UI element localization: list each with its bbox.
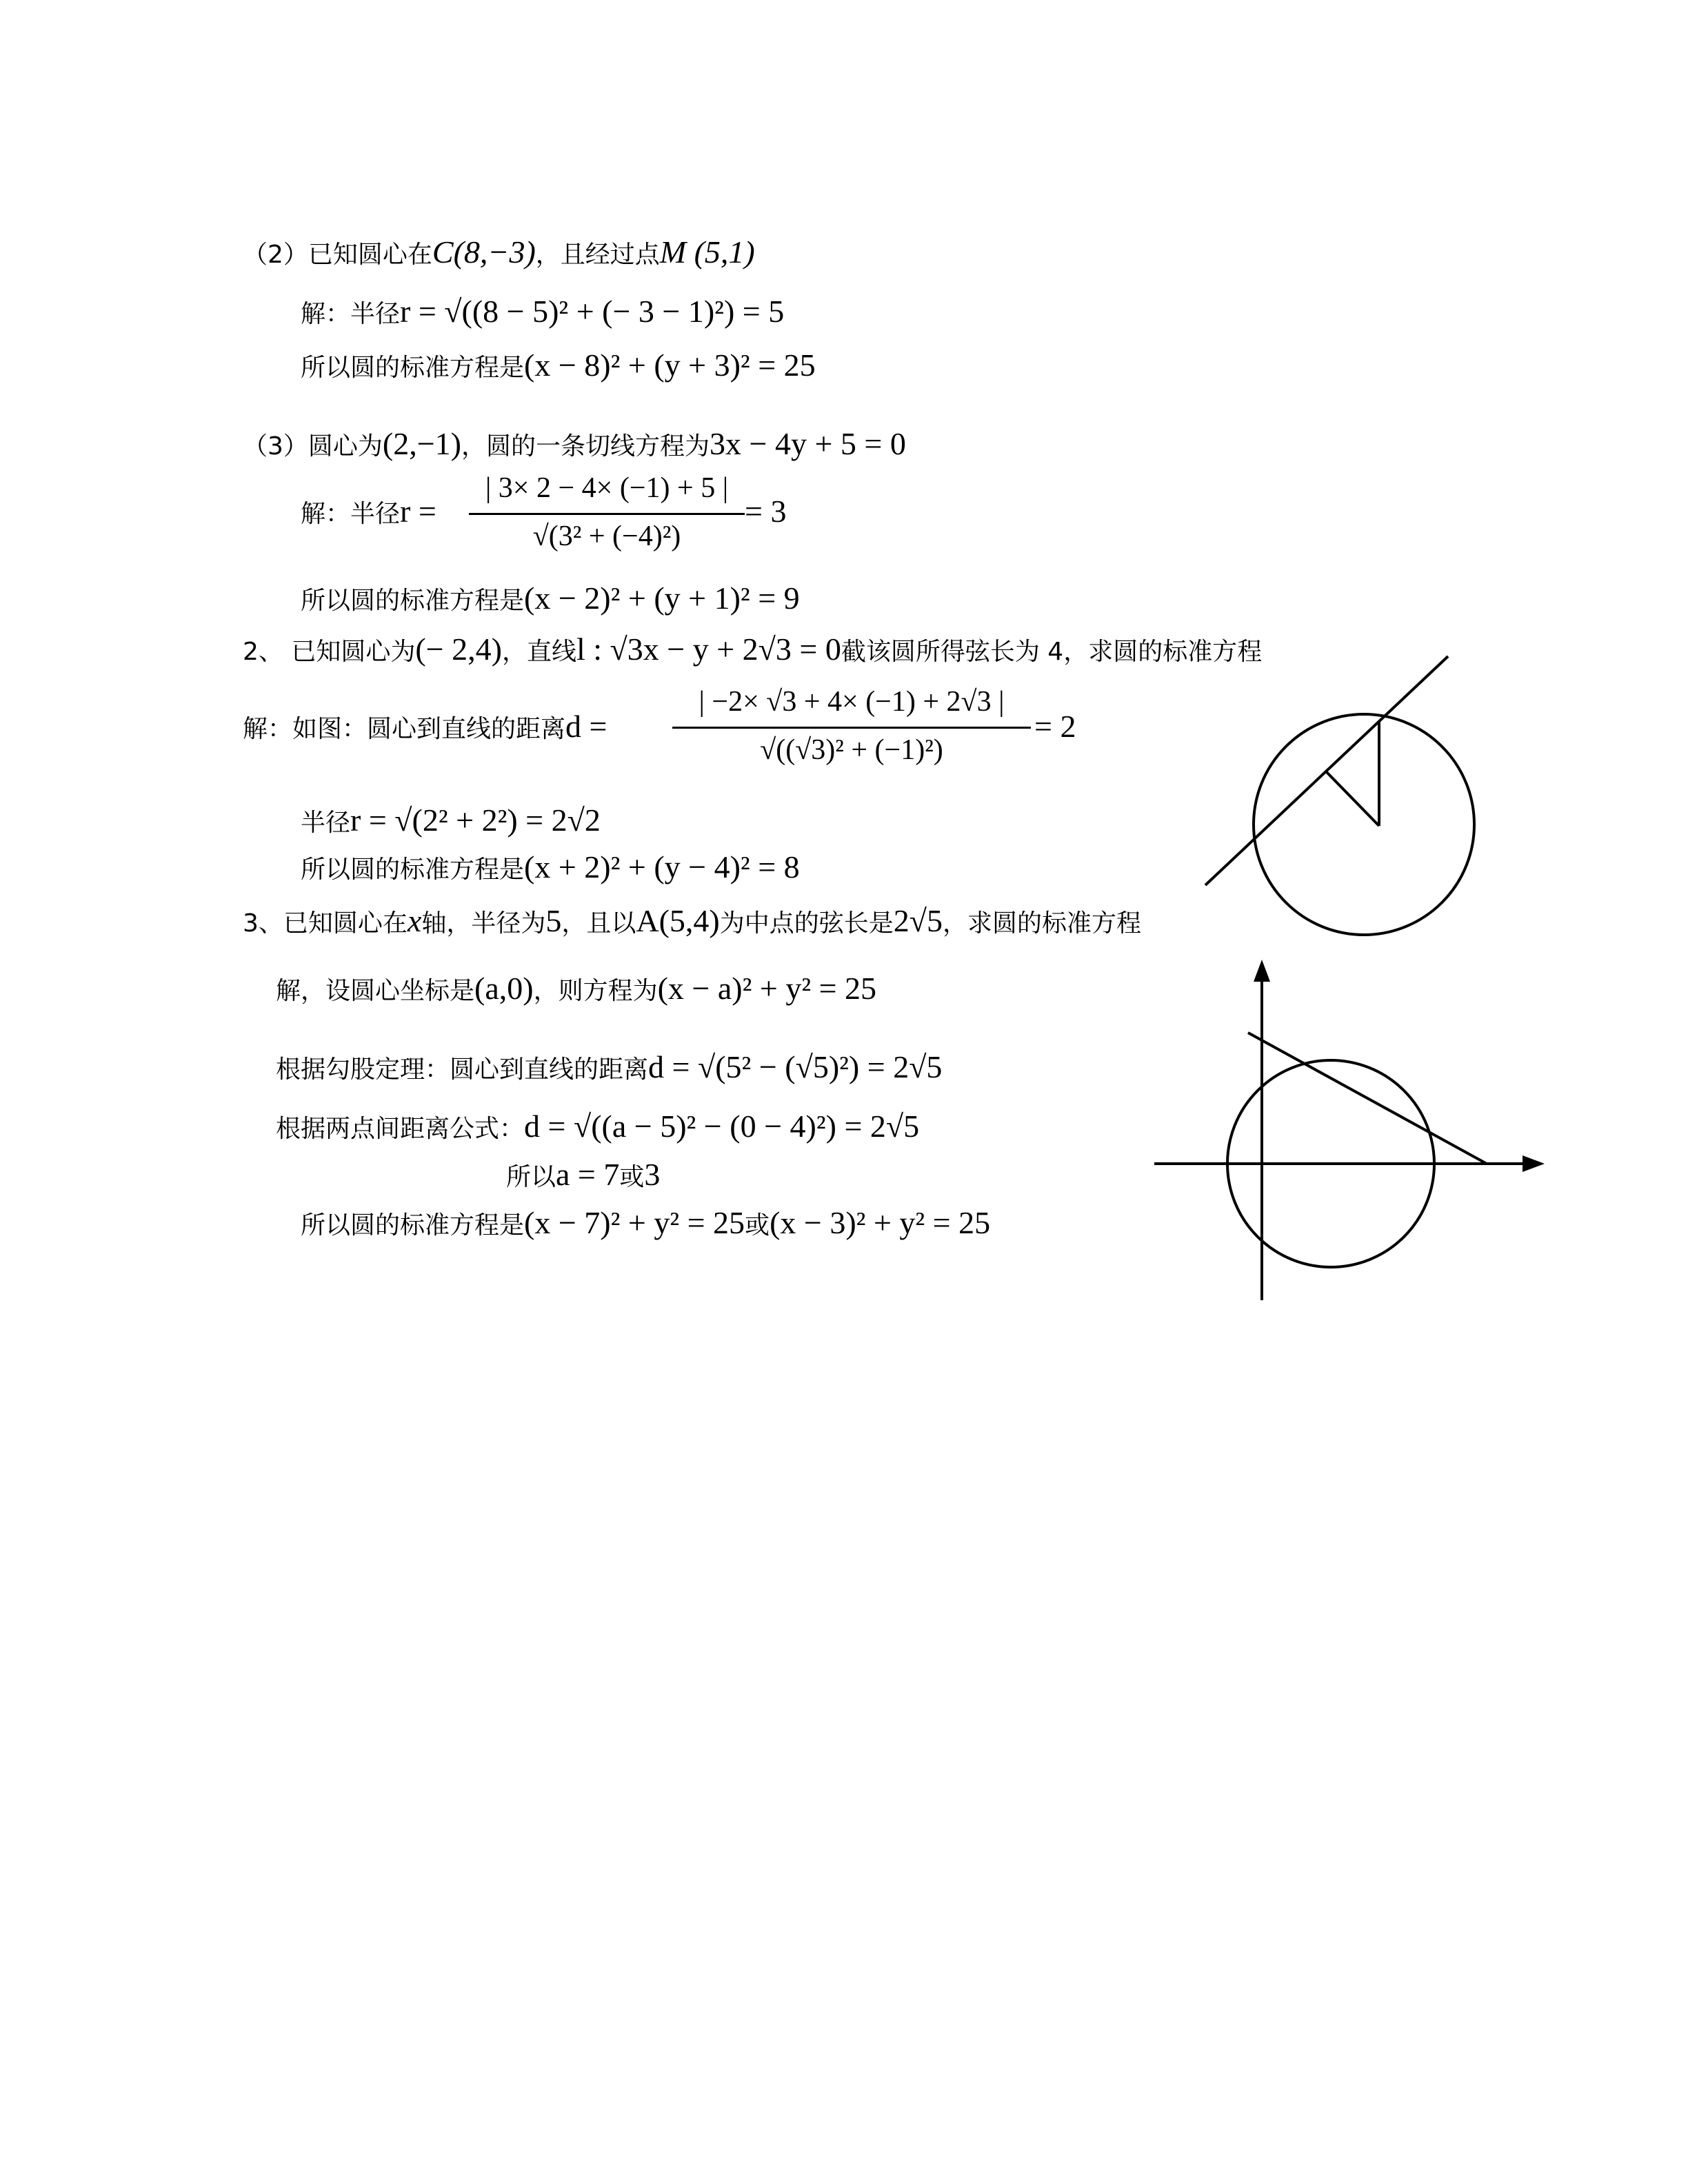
q2-answer-math: (x + 2)² + (y − 4)² = 8: [524, 849, 800, 884]
p2-solution-math: r = √((8 − 5)² + (− 3 − 1)²) = 5: [400, 294, 785, 329]
q3-answer-or: 或: [745, 1211, 770, 1240]
p3-question-text: （3）圆心为: [243, 432, 383, 461]
q3-step4-math: a = 7: [556, 1157, 620, 1192]
q3-step3-math: d = √((a − 5)² − (0 − 4)²) = 2√5: [524, 1109, 920, 1144]
q2-figure: [1205, 656, 1474, 935]
q3-step1-math: (x − a)² + y² = 25: [657, 971, 877, 1006]
p3-result-value: = 3: [745, 494, 787, 529]
p2-question-mid: ，且经过点: [535, 241, 660, 269]
q2-radius-math: r = √(2² + 2²) = 2√2: [350, 802, 601, 838]
p3-question-mid: ，圆的一条切线方程为: [461, 432, 710, 461]
p3-tangent-line: 3x − 4y + 5 = 0: [710, 426, 906, 461]
q2-line: l : √3x − y + 2√3 = 0: [576, 631, 841, 667]
q3-step4-or: 或: [619, 1163, 645, 1191]
q3-figure-chord-line: [1248, 1033, 1487, 1164]
q3-answer-label: 所以圆的标准方程是: [301, 1211, 525, 1240]
q3-figure: [1154, 960, 1545, 1300]
q3-question-c: ，且以: [561, 909, 636, 938]
p2-answer-label: 所以圆的标准方程是: [301, 354, 525, 382]
q3-chord: 2√5: [893, 903, 943, 938]
q2-figure-circle: [1254, 714, 1474, 935]
q2-answer-label: 所以圆的标准方程是: [301, 856, 525, 884]
q2-question-b: ，直线: [501, 638, 576, 666]
q2-center: (− 2,4): [415, 631, 502, 667]
q2-solution-d: d =: [565, 709, 607, 744]
q3-step1-label: 解，设圆心坐标是: [276, 977, 475, 1005]
q3-figure-x-arrow: [1523, 1155, 1545, 1172]
p2-question-text: （2）已知圆心在: [243, 241, 432, 269]
q3-step2-math: d = √(5² − (√5)²) = 2√5: [648, 1049, 943, 1084]
p3-fraction-numerator: | 3× 2 − 4× (−1) + 5 |: [485, 472, 729, 504]
q3-step4-label: 所以: [506, 1163, 556, 1191]
p3-solution-r: r =: [400, 494, 436, 529]
q3-figure-y-arrow: [1254, 960, 1270, 982]
p3-center: (2,−1): [382, 426, 461, 461]
q3-x: x: [407, 903, 422, 938]
p3-solution-label: 解：半径: [301, 500, 401, 528]
p3-answer-math: (x − 2)² + (y + 1)² = 9: [524, 580, 800, 616]
q3-step3-label: 根据两点间距离公式：: [276, 1115, 525, 1143]
q3-question-d: 为中点的弦长是: [719, 909, 894, 938]
q3-radius: 5: [545, 903, 562, 938]
q3-answer-math1: (x − 7)² + y² = 25: [524, 1205, 745, 1240]
q2-question-c: 截该圆所得弦长为 4，求圆的标准方程: [841, 638, 1263, 666]
q2-fraction-denominator: √((√3)² + (−1)²): [760, 734, 943, 766]
p2-point-m: M (5,1): [659, 234, 755, 270]
p3-fraction-denominator: √(3² + (−4)²): [532, 520, 681, 552]
q3-question-a: 3、已知圆心在: [243, 909, 408, 938]
p2-answer-math: (x − 8)² + (y + 3)² = 25: [524, 347, 816, 383]
p3-answer-label: 所以圆的标准方程是: [301, 587, 525, 615]
q3-question-e: ，求圆的标准方程: [942, 909, 1141, 938]
q3-step2-label: 根据勾股定理：圆心到直线的距离: [276, 1055, 649, 1084]
q2-question-a: 2、 已知圆心为: [243, 638, 416, 666]
q2-radius-label: 半径: [301, 809, 351, 837]
q3-point-a: A(5,4): [636, 903, 720, 938]
q3-step1-point: (a,0): [474, 971, 534, 1006]
q2-figure-perpendicular: [1325, 771, 1379, 826]
q3-step1-mid: ，则方程为: [533, 977, 658, 1005]
p2-solution-label: 解：半径: [301, 300, 401, 328]
q2-fraction-numerator: | −2× √3 + 4× (−1) + 2√3 |: [699, 686, 1005, 718]
p2-center: C(8,−3): [432, 234, 536, 270]
q3-question-b: 轴，半径为: [421, 909, 546, 938]
q3-answer-math2: (x − 3)² + y² = 25: [770, 1205, 991, 1240]
q2-solution-label: 解：如图：圆心到直线的距离: [243, 715, 566, 743]
q3-step4-math2: 3: [644, 1157, 661, 1192]
q2-result-value: = 2: [1034, 709, 1076, 744]
